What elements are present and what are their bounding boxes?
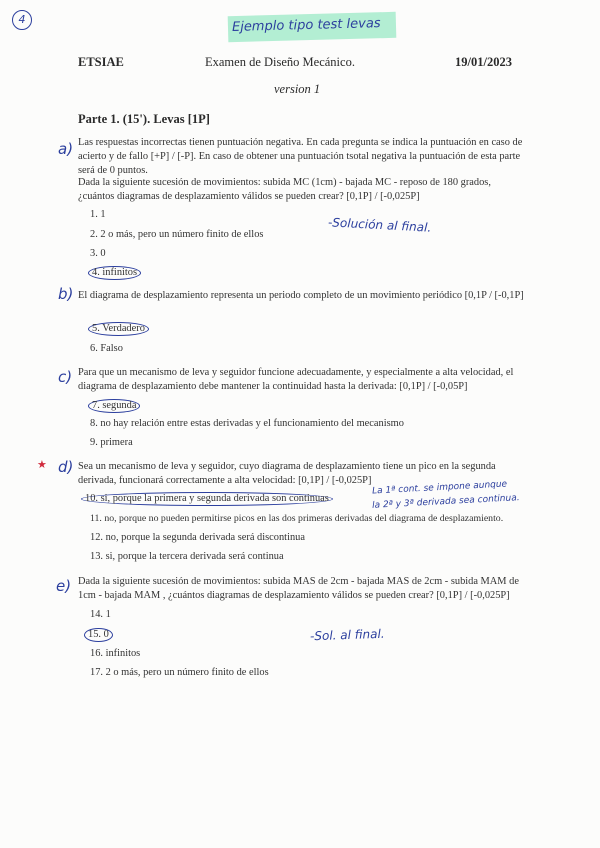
banner-text: Ejemplo tipo test levas xyxy=(231,16,381,35)
option-9[interactable]: 9. primera xyxy=(90,437,133,448)
note-question-d-line1: La 1ª cont. se impone aunque xyxy=(371,479,508,497)
answer-circle xyxy=(84,628,113,642)
option-8[interactable]: 8. no hay relación entre estas derivadas y el funcionamiento del mecanismo xyxy=(90,418,404,429)
answer-circle xyxy=(88,266,141,280)
option-14[interactable]: 14. 1 xyxy=(90,609,111,620)
page-mark-number: 4 xyxy=(18,13,26,26)
option-4-label: 4. infinitos xyxy=(92,267,138,278)
option-5-selected[interactable] xyxy=(88,322,151,336)
answer-circle xyxy=(81,492,333,506)
option-17[interactable]: 17. 2 o más, pero un número finito de ellos xyxy=(90,667,269,678)
exam-date: 19/01/2023 xyxy=(455,55,512,69)
option-6[interactable]: 6. Falso xyxy=(90,343,123,354)
section-title: Parte 1. (15'). Levas [1P] xyxy=(78,112,210,126)
option-13[interactable]: 13. si, porque la tercera derivada será continua xyxy=(90,551,284,562)
question-c-text: Para que un mecanismo de leva y seguidor funcione adecuadamente, y especialmente a alta velocidad, el diagrama de desplazamiento debe mantener la continuidad hasta la derivada: [0,1P] / [-0,05P] xyxy=(78,367,514,392)
option-15-label: 15. 0 xyxy=(88,629,109,640)
question-a-intro: Las respuestas incorrectas tienen puntuación negativa. En cada pregunta se indica la puntuación en caso de acierto y de fallo [+P] / [-P]. En caso de obtener una puntuación tsotal negativa la puntuación de esta parte será de 0 puntos. xyxy=(78,137,523,176)
margin-label-e: e) xyxy=(56,577,72,595)
red-star-mark: ★ xyxy=(37,459,47,471)
exam-title: Examen de Diseño Mecánico. xyxy=(205,55,355,69)
question-e-text: Dada la siguiente sucesión de movimientos: subida MAS de 2cm - bajada MAS de 2cm - subida MAM de 1cm - bajada MAM , ¿cuántos diagramas de desplazamiento válidos se pueden crear? [0,1P] / [-0,025P] xyxy=(78,576,519,601)
option-11[interactable]: 11. no, porque no pueden permitirse picos en las dos primeras derivadas del diagrama de desplazamiento. xyxy=(90,513,504,524)
answer-circle xyxy=(88,399,140,413)
school-name: ETSIAE xyxy=(78,55,124,69)
margin-label-d: d) xyxy=(58,458,74,476)
question-a-text: Dada la siguiente sucesión de movimientos: subida MC (1cm) - bajada MC - reposo de 180 grados, ¿cuántos diagramas de desplazamiento válidos se pueden crear? [0,1P] / [-0,025P] xyxy=(78,177,491,202)
option-1[interactable]: 1. 1 xyxy=(90,209,106,220)
margin-label-a: a) xyxy=(58,140,74,158)
option-12[interactable]: 12. no, porque la segunda derivada será discontinua xyxy=(90,532,305,543)
option-2[interactable]: 2. 2 o más, pero un número finito de ellos xyxy=(90,229,264,240)
question-b-text: El diagrama de desplazamiento representa un periodo completo de un movimiento periódico [0,1P / [-0,1P] xyxy=(78,290,524,301)
page-mark xyxy=(12,10,32,30)
margin-label-c: c) xyxy=(58,368,73,386)
option-5-label: 5. Verdadero xyxy=(92,323,145,334)
note-question-a: -Solución al final. xyxy=(327,215,432,235)
answer-circle xyxy=(88,322,149,336)
option-10-selected[interactable] xyxy=(81,492,335,506)
note-question-e: -Sol. al final. xyxy=(309,626,385,644)
note-question-d-line2: la 2ª y 3ª derivada sea continua. xyxy=(371,493,520,511)
exam-version: version 1 xyxy=(274,82,321,96)
option-7-label: 7. segunda xyxy=(92,400,137,411)
option-10-label: 10. si, porque la primera y segunda derivada son continuas xyxy=(85,493,329,504)
question-d-text: Sea un mecanismo de leva y seguidor, cuyo diagrama de desplazamiento tiene un pico en la segunda derivada, funcionará correctamente a alta velocidad: [0,1P] / [-0,025P] xyxy=(78,461,496,486)
option-4-selected[interactable] xyxy=(88,266,143,280)
option-3[interactable]: 3. 0 xyxy=(90,248,106,259)
option-16[interactable]: 16. infinitos xyxy=(90,648,141,659)
margin-label-b: b) xyxy=(58,285,74,303)
option-7-selected[interactable] xyxy=(88,399,142,413)
option-15-selected[interactable] xyxy=(84,628,115,642)
